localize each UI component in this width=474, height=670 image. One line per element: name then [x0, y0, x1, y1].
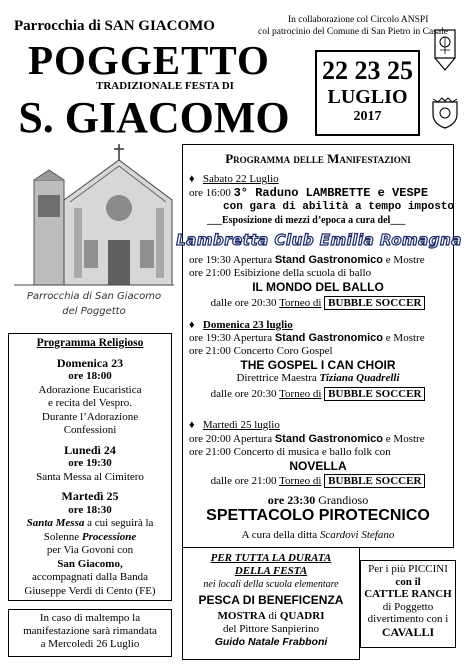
religious-programme-box: [8, 333, 172, 601]
festival-year: 2017: [353, 109, 382, 124]
diamond-bullet-icon: ♦: [189, 419, 195, 431]
religious-day-2-line: Santa Messa al Cimitero: [36, 470, 144, 483]
charity-lottery: PESCA DI BENEFICENZA: [198, 593, 344, 607]
tuesday-row: [189, 419, 280, 432]
tuesday-date: Martedì 25 luglio: [202, 419, 280, 431]
lambretta-club-text: Lambretta Club Emilia Romagna: [176, 231, 462, 249]
event-line: ore 21:00 Concerto di musica e ballo folk con: [189, 446, 391, 458]
kids-line: Per i più PICCINI: [368, 563, 448, 575]
collaboration-line-1: In collaborazione col Circolo ANSPI: [288, 15, 429, 25]
event-time: ore 19:30 Apertura: [189, 332, 275, 344]
religious-day-3-line: [9, 531, 171, 545]
festival-dates: 22 23 25: [322, 56, 413, 85]
religious-day-3-line: San Giacomo,: [57, 557, 123, 570]
festival-subtitle: TRADIZIONALE FESTA DI: [96, 80, 234, 92]
exhibition-text: Esposizione di mezzi d’epoca a cura del: [222, 215, 391, 226]
town-title: POGGETTO: [28, 37, 270, 83]
rain-notice-line: In caso di maltempo la: [39, 612, 141, 624]
rain-notice-box: [8, 609, 172, 657]
event-line: [189, 254, 425, 267]
saturday-date: Sabato 22 Luglio: [202, 173, 279, 185]
religious-heading: Programma Religioso: [36, 337, 144, 349]
event-line: [189, 332, 425, 345]
event-line: ore 21:00 Esibizione della scuola di ballo: [189, 267, 372, 279]
fireworks-time: ore 23:30: [267, 493, 316, 507]
bubble-soccer-badge: BUBBLE SOCCER: [324, 296, 425, 310]
kids-line: di Poggetto: [382, 600, 434, 613]
festa-line: DELLA FESTA: [234, 565, 308, 577]
religious-day-3-line: [9, 517, 171, 531]
fireworks-time-line: [183, 493, 453, 508]
religious-day-3-time: ore 18:30: [68, 503, 112, 516]
fireworks-company: Scardovi Stefano: [319, 529, 395, 541]
cattle-ranch-name: CATTLE RANCH: [364, 588, 452, 600]
collaboration-line-2: col patrocinio del Comune di San Pietro in Casale: [258, 27, 448, 37]
exhibition-of: di: [265, 610, 280, 622]
religious-day-1-line: Durante l’Adorazione: [41, 410, 139, 423]
tournament-label: Torneo di: [279, 475, 322, 487]
kids-box: [360, 560, 456, 648]
solemn-text: Solenne: [43, 530, 82, 543]
religious-day-1-line: e recita del Vespro.: [47, 397, 133, 409]
credit-text: A cura della ditta: [241, 529, 320, 541]
event-text: e Mostre: [383, 254, 425, 266]
saint-title: S. GIACOMO: [18, 93, 290, 142]
event-text: Direttrice Maestra: [236, 372, 320, 384]
festa-box: [182, 548, 360, 660]
religious-day-1-time: ore 18:00: [68, 370, 112, 382]
church-caption-2: del Poggetto: [62, 306, 126, 317]
art-exhibition-line: [183, 610, 359, 623]
gospel-choir-name: THE GOSPEL I CAN CHOIR: [240, 358, 396, 372]
religious-day-1: Domenica 23: [56, 355, 124, 370]
event-time: ore 20:00 Apertura: [189, 433, 275, 445]
tournament-line: [183, 475, 453, 487]
event-time: dalle ore 20:30: [210, 388, 280, 400]
director-name: Tiziana Quadrelli: [319, 372, 400, 384]
festival-month: LUGLIO: [327, 86, 408, 108]
religious-day-3-line: accompagnati dalla Banda: [31, 571, 149, 583]
bubble-soccer-badge: BUBBLE SOCCER: [324, 387, 425, 401]
painter-name: Guido Natale Frabboni: [214, 636, 328, 648]
event-line: ___Esposizione di mezzi d’epoca a cura del___: [207, 215, 406, 226]
event-time: dalle ore 21:00: [210, 475, 280, 487]
event-line: ore 21:00 Concerto Coro Gospel: [189, 345, 333, 357]
exhibition-word: MOSTRA: [217, 610, 266, 622]
event-time: ore 16:00: [189, 187, 234, 199]
tournament-line: [183, 388, 453, 400]
church-illustration: [14, 140, 174, 325]
fireworks-grand: Grandioso: [315, 493, 369, 507]
kids-line: con il: [395, 575, 421, 588]
saturday-row: [189, 173, 279, 186]
tournament-label: Torneo di: [279, 297, 322, 309]
paintings-word: QUADRI: [279, 610, 325, 622]
event-time: ore 19:30 Apertura: [189, 254, 275, 266]
programme-heading: Programma delle Manifestazioni: [225, 151, 411, 166]
event-text: e Mostre: [383, 332, 425, 344]
kids-line: divertimento con i: [367, 613, 449, 625]
collaboration-note: [258, 14, 448, 38]
fireworks-title: SPETTACOLO PIROTECNICO: [206, 507, 430, 524]
church-drawing: [14, 140, 174, 290]
stand-label: Stand Gastronomico: [274, 433, 384, 445]
event-time: dalle ore 20:30: [210, 297, 280, 309]
religious-day-3-line: Giuseppe Verdi di Cento (FE): [24, 584, 156, 597]
events-programme-box: [176, 144, 462, 548]
mass-label: Santa Messa: [26, 517, 85, 529]
dance-school-name: IL MONDO DEL BALLO: [252, 280, 384, 294]
lambretta-club-logo: [176, 229, 462, 249]
religious-day-1-line: Confessioni: [63, 424, 117, 436]
tournament-line: [183, 297, 453, 309]
rain-notice-line: manifestazione sarà rimandata: [23, 625, 157, 637]
mass-text: a cui seguirà la: [84, 517, 154, 529]
bubble-soccer-badge: BUBBLE SOCCER: [324, 474, 425, 488]
event-text: e Mostre: [383, 433, 425, 445]
stand-label: Stand Gastronomico: [274, 332, 384, 344]
stand-label: Stand Gastronomico: [274, 254, 384, 266]
religious-day-3-line: per Via Govoni con: [46, 544, 134, 556]
sunday-date: Domenica 23 luglio: [202, 319, 293, 331]
painter-line: del Pittore Sanpierino: [223, 623, 319, 635]
religious-day-2: Lunedì 24: [64, 442, 116, 457]
novella-band-name: NOVELLA: [289, 459, 347, 473]
scooter-rally-title: 3° Raduno LAMBRETTE e VESPE: [233, 186, 429, 200]
religious-day-2-time: ore 19:30: [68, 457, 112, 469]
parish-name: Parrocchia di SAN GIACOMO: [14, 18, 215, 34]
sunday-row: [189, 319, 293, 332]
tournament-label: Torneo di: [279, 388, 322, 400]
religious-day-3: Martedì 25: [61, 489, 119, 503]
event-line: [183, 372, 453, 384]
dates-box: [315, 50, 420, 136]
church-caption-1: Parrocchia di San Giacomo: [26, 291, 162, 302]
event-line: con gara di abilità a tempo imposto: [223, 201, 455, 213]
horses-label: CAVALLI: [381, 624, 435, 639]
diamond-bullet-icon: ♦: [189, 319, 195, 331]
municipal-crest-icon: [428, 96, 462, 130]
festa-location: nei locali della scuola elementare: [203, 579, 339, 590]
event-line: [189, 187, 428, 200]
religious-day-1-line: Adorazione Eucaristica: [38, 383, 142, 396]
diamond-bullet-icon: ♦: [189, 173, 195, 185]
anspi-logo-icon: [430, 28, 460, 74]
fireworks-credit: [183, 529, 453, 541]
event-line: [189, 433, 425, 446]
festa-line: PER TUTTA LA DURATA: [210, 552, 332, 564]
procession-label: Processione: [81, 530, 137, 543]
rain-notice-line: a Mercoledì 26 Luglio: [40, 638, 140, 650]
